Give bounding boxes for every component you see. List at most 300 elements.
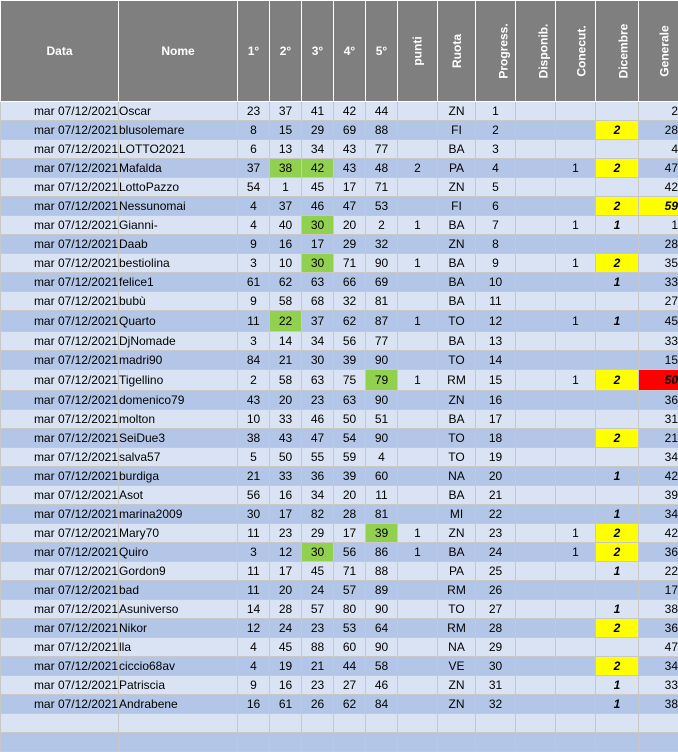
cell-data: mar 07/12/2021 xyxy=(1,448,119,467)
cell-ruota: ZN xyxy=(438,695,476,714)
cell-estratto-1: 61 xyxy=(238,273,270,292)
cell-conecut xyxy=(556,197,596,216)
cell-estratto-3: 21 xyxy=(302,657,334,676)
cell-estratto-3: 45 xyxy=(302,562,334,581)
cell-nome: LottoPazzo xyxy=(119,178,238,197)
cell-dicembre xyxy=(596,178,639,197)
cell-data: mar 07/12/2021 xyxy=(1,619,119,638)
cell-estratto-5: 88 xyxy=(366,562,398,581)
cell-estratto-5: 60 xyxy=(366,467,398,486)
cell-progress: 2 xyxy=(476,121,516,140)
cell-progress: 19 xyxy=(476,448,516,467)
cell-dicembre: 2 xyxy=(596,254,639,273)
table-row xyxy=(1,216,678,235)
cell-estratto-2: 10 xyxy=(270,254,302,273)
cell-estratto-4: 62 xyxy=(334,695,366,714)
cell-generale: 38 xyxy=(639,695,678,714)
cell-estratto-1: 6 xyxy=(238,140,270,159)
cell-estratto-1: 4 xyxy=(238,657,270,676)
cell-data: mar 07/12/2021 xyxy=(1,102,119,121)
cell-nome: Quarto xyxy=(119,311,238,332)
cell-generale: 28 xyxy=(639,121,678,140)
cell-disponib xyxy=(516,311,556,332)
cell-conecut xyxy=(556,351,596,370)
cell-disponib xyxy=(516,410,556,429)
cell-estratto-3: 30 xyxy=(302,254,334,273)
cell-conecut xyxy=(556,695,596,714)
cell-ruota: BA xyxy=(438,486,476,505)
cell-generale: 4 xyxy=(639,140,678,159)
cell-dicembre: 1 xyxy=(596,467,639,486)
cell-estratto-2: 28 xyxy=(270,600,302,619)
cell-estratto-4: 63 xyxy=(334,391,366,410)
cell-ruota: PA xyxy=(438,562,476,581)
cell-dicembre xyxy=(596,351,639,370)
cell-disponib xyxy=(516,524,556,543)
cell-dicembre xyxy=(596,102,639,121)
cell-ruota: BA xyxy=(438,410,476,429)
cell-disponib xyxy=(516,235,556,254)
empty-cell xyxy=(476,714,516,733)
cell-estratto-5: 71 xyxy=(366,178,398,197)
cell-dicembre xyxy=(596,140,639,159)
cell-estratto-4: 54 xyxy=(334,429,366,448)
cell-data: mar 07/12/2021 xyxy=(1,391,119,410)
cell-data: mar 07/12/2021 xyxy=(1,370,119,391)
cell-estratto-5: 90 xyxy=(366,351,398,370)
table-row xyxy=(1,657,678,676)
cell-estratto-4: 39 xyxy=(334,351,366,370)
cell-nome: lla xyxy=(119,638,238,657)
cell-disponib xyxy=(516,273,556,292)
cell-dicembre: 1 xyxy=(596,505,639,524)
cell-estratto-2: 17 xyxy=(270,562,302,581)
cell-conecut: 1 xyxy=(556,216,596,235)
cell-estratto-3: 88 xyxy=(302,638,334,657)
cell-data: mar 07/12/2021 xyxy=(1,159,119,178)
cell-data: mar 07/12/2021 xyxy=(1,429,119,448)
table-row xyxy=(1,676,678,695)
cell-dicembre xyxy=(596,448,639,467)
cell-conecut: 1 xyxy=(556,524,596,543)
cell-ruota: NA xyxy=(438,638,476,657)
cell-generale: 47 xyxy=(639,638,678,657)
cell-dicembre: 1 xyxy=(596,600,639,619)
cell-estratto-2: 14 xyxy=(270,332,302,351)
cell-nome: Asuniverso xyxy=(119,600,238,619)
empty-cell xyxy=(1,733,119,752)
cell-estratto-4: 66 xyxy=(334,273,366,292)
cell-ruota: TO xyxy=(438,311,476,332)
cell-estratto-1: 12 xyxy=(238,619,270,638)
cell-data: mar 07/12/2021 xyxy=(1,486,119,505)
cell-estratto-1: 9 xyxy=(238,292,270,311)
cell-data: mar 07/12/2021 xyxy=(1,638,119,657)
empty-cell xyxy=(398,733,438,752)
empty-cell xyxy=(270,733,302,752)
cell-punti: 1 xyxy=(398,311,438,332)
cell-estratto-4: 27 xyxy=(334,676,366,695)
cell-estratto-2: 24 xyxy=(270,619,302,638)
cell-estratto-5: 44 xyxy=(366,102,398,121)
cell-nome: Quiro xyxy=(119,543,238,562)
cell-dicembre: 2 xyxy=(596,429,639,448)
cell-punti xyxy=(398,197,438,216)
cell-progress: 5 xyxy=(476,178,516,197)
cell-estratto-1: 10 xyxy=(238,410,270,429)
cell-estratto-1: 4 xyxy=(238,197,270,216)
cell-ruota: RM xyxy=(438,370,476,391)
cell-disponib xyxy=(516,619,556,638)
cell-estratto-4: 44 xyxy=(334,657,366,676)
cell-conecut xyxy=(556,467,596,486)
cell-disponib xyxy=(516,581,556,600)
cell-nome: ciccio68av xyxy=(119,657,238,676)
cell-estratto-1: 23 xyxy=(238,102,270,121)
cell-nome: SeiDue3 xyxy=(119,429,238,448)
cell-dicembre: 1 xyxy=(596,216,639,235)
cell-disponib xyxy=(516,486,556,505)
cell-estratto-4: 71 xyxy=(334,254,366,273)
cell-generale: 45 xyxy=(639,311,678,332)
cell-estratto-4: 62 xyxy=(334,311,366,332)
cell-ruota: ZN xyxy=(438,102,476,121)
cell-conecut xyxy=(556,235,596,254)
cell-generale: 42 xyxy=(639,524,678,543)
cell-progress: 6 xyxy=(476,197,516,216)
cell-punti xyxy=(398,581,438,600)
cell-progress: 3 xyxy=(476,140,516,159)
header-generale: Generale xyxy=(639,1,678,102)
cell-estratto-2: 38 xyxy=(270,159,302,178)
empty-cell xyxy=(556,733,596,752)
cell-estratto-5: 4 xyxy=(366,448,398,467)
cell-estratto-2: 33 xyxy=(270,467,302,486)
table-row xyxy=(1,619,678,638)
empty-cell xyxy=(516,714,556,733)
cell-nome: madri90 xyxy=(119,351,238,370)
cell-estratto-2: 58 xyxy=(270,292,302,311)
cell-estratto-1: 11 xyxy=(238,581,270,600)
cell-estratto-1: 2 xyxy=(238,370,270,391)
table-row xyxy=(1,292,678,311)
table-row xyxy=(1,370,678,391)
cell-dicembre xyxy=(596,410,639,429)
cell-generale: 36 xyxy=(639,391,678,410)
cell-generale: 31 xyxy=(639,410,678,429)
empty-cell xyxy=(302,733,334,752)
cell-punti xyxy=(398,410,438,429)
cell-dicembre: 2 xyxy=(596,197,639,216)
table-row xyxy=(1,695,678,714)
cell-dicembre: 2 xyxy=(596,121,639,140)
cell-disponib xyxy=(516,638,556,657)
cell-ruota: TO xyxy=(438,448,476,467)
cell-estratto-5: 90 xyxy=(366,391,398,410)
cell-punti xyxy=(398,486,438,505)
cell-dicembre: 1 xyxy=(596,562,639,581)
empty-cell xyxy=(516,733,556,752)
empty-cell xyxy=(639,714,678,733)
cell-estratto-2: 16 xyxy=(270,486,302,505)
cell-conecut xyxy=(556,448,596,467)
cell-punti: 2 xyxy=(398,159,438,178)
cell-conecut xyxy=(556,486,596,505)
cell-estratto-5: 48 xyxy=(366,159,398,178)
cell-estratto-5: 11 xyxy=(366,486,398,505)
cell-disponib xyxy=(516,600,556,619)
cell-disponib xyxy=(516,370,556,391)
cell-ruota: FI xyxy=(438,197,476,216)
cell-generale: 33 xyxy=(639,676,678,695)
cell-estratto-1: 38 xyxy=(238,429,270,448)
cell-progress: 4 xyxy=(476,159,516,178)
cell-estratto-1: 14 xyxy=(238,600,270,619)
cell-punti xyxy=(398,657,438,676)
cell-ruota: BA xyxy=(438,140,476,159)
cell-estratto-4: 56 xyxy=(334,543,366,562)
cell-nome: LOTTO2021 xyxy=(119,140,238,159)
cell-estratto-2: 15 xyxy=(270,121,302,140)
cell-data: mar 07/12/2021 xyxy=(1,467,119,486)
cell-nome: Andrabene xyxy=(119,695,238,714)
cell-ruota: BA xyxy=(438,332,476,351)
empty-cell xyxy=(596,714,639,733)
cell-disponib xyxy=(516,254,556,273)
empty-cell xyxy=(596,733,639,752)
cell-dicembre: 2 xyxy=(596,543,639,562)
cell-estratto-5: 53 xyxy=(366,197,398,216)
cell-generale: 34 xyxy=(639,657,678,676)
cell-estratto-5: 89 xyxy=(366,581,398,600)
cell-generale: 21 xyxy=(639,429,678,448)
table-row xyxy=(1,429,678,448)
cell-data: mar 07/12/2021 xyxy=(1,524,119,543)
cell-estratto-5: 90 xyxy=(366,600,398,619)
cell-estratto-4: 80 xyxy=(334,600,366,619)
table-body xyxy=(1,102,678,752)
cell-data: mar 07/12/2021 xyxy=(1,505,119,524)
header-estratto-1: 1° xyxy=(238,1,270,102)
cell-disponib xyxy=(516,695,556,714)
cell-estratto-3: 55 xyxy=(302,448,334,467)
cell-estratto-2: 62 xyxy=(270,273,302,292)
cell-data: mar 07/12/2021 xyxy=(1,676,119,695)
table-row xyxy=(1,178,678,197)
empty-cell xyxy=(238,733,270,752)
cell-data: mar 07/12/2021 xyxy=(1,121,119,140)
cell-conecut: 1 xyxy=(556,159,596,178)
cell-conecut xyxy=(556,292,596,311)
empty-cell xyxy=(438,733,476,752)
cell-data: mar 07/12/2021 xyxy=(1,657,119,676)
cell-estratto-2: 37 xyxy=(270,102,302,121)
cell-estratto-3: 45 xyxy=(302,178,334,197)
cell-disponib xyxy=(516,657,556,676)
cell-progress: 1 xyxy=(476,102,516,121)
cell-progress: 25 xyxy=(476,562,516,581)
cell-conecut xyxy=(556,600,596,619)
cell-estratto-2: 37 xyxy=(270,197,302,216)
cell-estratto-2: 20 xyxy=(270,391,302,410)
empty-cell xyxy=(366,733,398,752)
cell-estratto-3: 23 xyxy=(302,619,334,638)
cell-estratto-2: 21 xyxy=(270,351,302,370)
cell-data: mar 07/12/2021 xyxy=(1,562,119,581)
cell-punti xyxy=(398,600,438,619)
cell-generale: 38 xyxy=(639,600,678,619)
cell-ruota: VE xyxy=(438,657,476,676)
cell-data: mar 07/12/2021 xyxy=(1,695,119,714)
header-estratto-4: 4° xyxy=(334,1,366,102)
cell-punti xyxy=(398,140,438,159)
table-row xyxy=(1,467,678,486)
cell-dicembre: 2 xyxy=(596,657,639,676)
cell-nome: Asot xyxy=(119,486,238,505)
cell-data: mar 07/12/2021 xyxy=(1,254,119,273)
cell-generale: 28 xyxy=(639,235,678,254)
cell-data: mar 07/12/2021 xyxy=(1,178,119,197)
cell-estratto-1: 21 xyxy=(238,467,270,486)
cell-estratto-2: 1 xyxy=(270,178,302,197)
header-estratto-5: 5° xyxy=(366,1,398,102)
cell-estratto-2: 45 xyxy=(270,638,302,657)
cell-conecut xyxy=(556,332,596,351)
cell-estratto-1: 16 xyxy=(238,695,270,714)
cell-estratto-3: 46 xyxy=(302,197,334,216)
cell-disponib xyxy=(516,448,556,467)
cell-progress: 9 xyxy=(476,254,516,273)
cell-nome: molton xyxy=(119,410,238,429)
cell-conecut xyxy=(556,410,596,429)
cell-nome: Tigellino xyxy=(119,370,238,391)
cell-estratto-1: 4 xyxy=(238,638,270,657)
cell-estratto-2: 50 xyxy=(270,448,302,467)
cell-nome: domenico79 xyxy=(119,391,238,410)
cell-ruota: BA xyxy=(438,273,476,292)
cell-estratto-5: 32 xyxy=(366,235,398,254)
cell-conecut: 1 xyxy=(556,543,596,562)
cell-disponib xyxy=(516,332,556,351)
cell-punti xyxy=(398,292,438,311)
cell-ruota: ZN xyxy=(438,391,476,410)
cell-estratto-1: 4 xyxy=(238,216,270,235)
cell-generale: 50 xyxy=(639,370,678,391)
cell-estratto-3: 41 xyxy=(302,102,334,121)
cell-estratto-5: 64 xyxy=(366,619,398,638)
cell-estratto-4: 60 xyxy=(334,638,366,657)
table-row xyxy=(1,235,678,254)
table-row xyxy=(1,102,678,121)
cell-progress: 18 xyxy=(476,429,516,448)
cell-estratto-3: 42 xyxy=(302,159,334,178)
empty-cell xyxy=(119,733,238,752)
cell-punti xyxy=(398,619,438,638)
cell-punti xyxy=(398,638,438,657)
cell-ruota: BA xyxy=(438,254,476,273)
cell-conecut xyxy=(556,676,596,695)
cell-estratto-5: 90 xyxy=(366,638,398,657)
cell-conecut xyxy=(556,657,596,676)
cell-disponib xyxy=(516,197,556,216)
cell-estratto-5: 2 xyxy=(366,216,398,235)
cell-dicembre xyxy=(596,486,639,505)
cell-conecut xyxy=(556,638,596,657)
table-row xyxy=(1,486,678,505)
cell-progress: 23 xyxy=(476,524,516,543)
cell-conecut: 1 xyxy=(556,311,596,332)
cell-generale: 1 xyxy=(639,216,678,235)
cell-estratto-3: 82 xyxy=(302,505,334,524)
cell-data: mar 07/12/2021 xyxy=(1,140,119,159)
cell-generale: 36 xyxy=(639,619,678,638)
cell-conecut xyxy=(556,391,596,410)
cell-punti xyxy=(398,102,438,121)
cell-punti xyxy=(398,505,438,524)
empty-cell xyxy=(238,714,270,733)
cell-ruota: ZN xyxy=(438,524,476,543)
cell-estratto-3: 46 xyxy=(302,410,334,429)
cell-estratto-1: 30 xyxy=(238,505,270,524)
cell-conecut xyxy=(556,619,596,638)
cell-estratto-4: 47 xyxy=(334,197,366,216)
cell-disponib xyxy=(516,351,556,370)
cell-estratto-2: 17 xyxy=(270,505,302,524)
cell-estratto-3: 30 xyxy=(302,216,334,235)
cell-disponib xyxy=(516,178,556,197)
cell-nome: Nessunomai xyxy=(119,197,238,216)
cell-estratto-3: 47 xyxy=(302,429,334,448)
cell-data: mar 07/12/2021 xyxy=(1,351,119,370)
cell-progress: 11 xyxy=(476,292,516,311)
cell-estratto-5: 77 xyxy=(366,140,398,159)
cell-punti xyxy=(398,676,438,695)
cell-ruota: TO xyxy=(438,351,476,370)
cell-ruota: BA xyxy=(438,543,476,562)
cell-dicembre xyxy=(596,638,639,657)
cell-progress: 15 xyxy=(476,370,516,391)
cell-data: mar 07/12/2021 xyxy=(1,216,119,235)
cell-nome: burdiga xyxy=(119,467,238,486)
cell-nome: Patriscia xyxy=(119,676,238,695)
cell-dicembre: 2 xyxy=(596,370,639,391)
cell-data: mar 07/12/2021 xyxy=(1,543,119,562)
table-row xyxy=(1,140,678,159)
cell-punti xyxy=(398,121,438,140)
empty-cell xyxy=(438,714,476,733)
cell-estratto-2: 61 xyxy=(270,695,302,714)
cell-nome: felice1 xyxy=(119,273,238,292)
cell-estratto-1: 54 xyxy=(238,178,270,197)
cell-disponib xyxy=(516,505,556,524)
cell-estratto-5: 51 xyxy=(366,410,398,429)
cell-punti xyxy=(398,695,438,714)
cell-estratto-5: 39 xyxy=(366,524,398,543)
empty-cell xyxy=(556,714,596,733)
cell-conecut xyxy=(556,581,596,600)
table-row xyxy=(1,581,678,600)
table-row xyxy=(1,121,678,140)
cell-nome: bad xyxy=(119,581,238,600)
cell-estratto-3: 37 xyxy=(302,311,334,332)
cell-estratto-2: 58 xyxy=(270,370,302,391)
cell-punti: 1 xyxy=(398,254,438,273)
cell-punti: 1 xyxy=(398,543,438,562)
cell-nome: DjNomade xyxy=(119,332,238,351)
cell-ruota: RM xyxy=(438,581,476,600)
cell-generale: 39 xyxy=(639,486,678,505)
cell-estratto-2: 20 xyxy=(270,581,302,600)
